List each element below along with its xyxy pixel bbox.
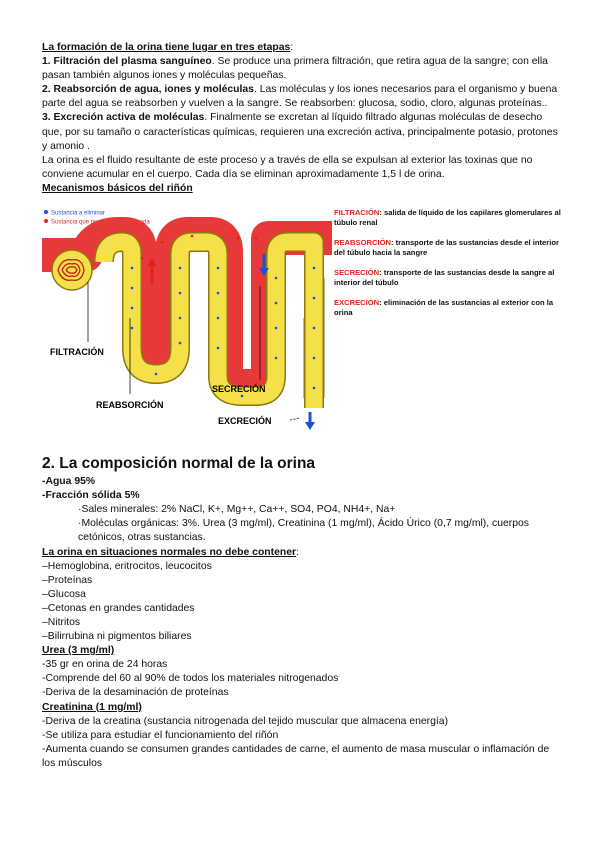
urea-title: Urea (3 mg/ml) xyxy=(42,645,115,657)
excretion-pointer xyxy=(290,418,300,420)
list-item: –Nitritos xyxy=(42,616,81,628)
label-secrecion: SECRECIÓN xyxy=(212,384,266,395)
composition-title: 2. La composición normal de la orina xyxy=(42,455,316,473)
step-2 xyxy=(42,83,562,111)
minerals-line: ·Sales minerales: 2% NaCl, K+, Mg++, Ca++, SO4, PO4, NH4+, Na+ xyxy=(78,504,396,516)
label-excrecion: EXCRECIÓN xyxy=(218,416,272,427)
step-2-text: . Las moléculas y los iones necesarios para el organismo y buena parte del agua se reabsorben y vuelven a la sangre. Se reabsorben: glucosa, sodio, cloro, algunas proteínas.. xyxy=(42,84,558,110)
normal-title: La orina en situaciones normales no debe contener xyxy=(42,546,297,558)
label-filtracion: FILTRACIÓN xyxy=(50,347,104,358)
step-1-text: . Se produce una primera filtración, que retira agua de la sangre; con ella pasan también algunos iones y moléculas pequeñas. xyxy=(42,56,548,82)
list-item: -Deriva de la desaminación de proteínas xyxy=(42,687,229,699)
list-item: –Glucosa xyxy=(42,588,86,600)
diagram-legend xyxy=(334,208,562,328)
stages-heading-colon: : xyxy=(290,42,294,53)
list-item: –Cetonas en grandes cantidades xyxy=(42,602,195,614)
legend-excrecion: EXCRECIÓN: eliminación de las sustancias al exterior con la orina xyxy=(334,298,554,318)
key-blue-dot xyxy=(44,210,48,214)
key-red-dot xyxy=(44,219,48,223)
step-1 xyxy=(42,55,562,83)
summary-paragraph: La orina es el fluido resultante de este proceso y a través de ella se expulsan al exterior las toxinas que no conviene acumular en el cuerpo. Cada día se eliminan aproximadamente 1,5 l de orina. xyxy=(42,154,533,180)
water-line: -Agua 95% xyxy=(42,476,96,488)
step-3-title: 3. Excreción activa de moléculas xyxy=(42,112,205,124)
stages-heading: La formación de la orina tiene lugar en tres etapas xyxy=(42,42,291,53)
kidney-diagram xyxy=(42,198,562,450)
list-item: –Hemoglobina, eritrocitos, leucocitos xyxy=(42,560,212,572)
creatinina-title: Creatinina (1 mg/ml) xyxy=(42,701,142,713)
list-item: -Deriva de la creatina (sustancia nitrogenada del tejido muscular que almacena energía) xyxy=(42,715,449,727)
diagram-title: Mecanismos básicos del riñón xyxy=(42,182,193,194)
key-blue-text: Sustancia a eliminar xyxy=(51,210,106,217)
excretion-arrowhead xyxy=(305,422,315,430)
label-reabsorcion: REABSORCIÓN xyxy=(96,400,164,411)
list-item: -Se utiliza para estudiar el funcionamiento del riñón xyxy=(42,729,279,741)
solid-line: -Fracción sólida 5% xyxy=(42,490,140,502)
legend-secrecion: SECRECIÓN: transporte de las sustancias desde la sangre al interior del túbulo xyxy=(334,268,555,288)
key-red-text: Sustancia que no debe ser eliminada xyxy=(51,219,150,226)
step-1-title: 1. Filtración del plasma sanguíneo xyxy=(42,56,212,68)
list-item: -35 gr en orina de 24 horas xyxy=(42,659,168,671)
step-3 xyxy=(42,111,562,153)
document-page: La formación de la orina tiene lugar en tres etapas: 1. Filtración del plasma sanguíneo. Se produce una primera filtración, que retira agua de la sangre; con ella pasan también algunos iones y moléculas pequeñas. 2. Reabsorción de agua, iones y moléculas. Las moléculas y los iones necesarios para el organismo y buena parte del agua se reabsorben y vuelven a la sangre. Se reabsorben: glucosa, sodio, cloro, algunas proteínas.. 3. Excreción activa de moléculas. Finalmente se excretan al líquido filtrado algunas moléculas de desecho que, por su tamaño o características químicas, requieren una excreción activa, principalmente potasio, protones y amonio . La orina es el fluido resultante de este proceso y a través de ella se expulsan al exterior las toxinas que no conviene acumular en el cuerpo. Cada día se eliminan aproximadamente 1,5 l de orina. Mecanismos básicos del riñón Sustancia a eliminar Sustancia que no debe ser eliminada FILTRACIÓN REABSORCIÓN SECRECIÓN EXCRECIÓN FILTRACIÓN: salida de líquido de los capilares glomerulares al túbulo renal REABSORCIÓN: transporte de las sustancias desde el interior del túbulo hacia la sangre SECRECIÓN: transporte de las sustancias desde la sangre al interior del túbulo EXCRECIÓN: eliminación de las sustancias al exterior con la orina 2. La composición normal de la orina -Agua 95% -Fracción sólida 5% ·Sales minerales: 2% NaCl, K+, Mg++, Ca++, SO4, PO4, NH4+, Na+ ·Moléculas orgánicas: 3%. Urea (3 mg/ml), Creatinina (1 mg/ml), Ácido Úrico (0,7 mg/ml), cuerpos cetónicos, otras sustancias. La orina en situaciones normales no debe contener: –Hemoglobina, eritrocitos, leucocitos –Proteínas –Glucosa –Cetonas en grandes cantidades –Nitritos –Bilirrubina ni pigmentos biliares Urea (3 mg/ml) -35 gr en orina de 24 horas -Comprende del 60 al 90% de todos los materiales nitrogenados -Deriva de la desaminación de proteínas Creatinina (1 mg/ml) -Deriva de la creatina (sustancia nitrogenada del tejido muscular que almacena energía) -Se utiliza para estudiar el funcionamiento del riñón -Aumenta cuando se consumen grandes cantidades de carne, el aumento de masa muscular o inflamación de los músculos xyxy=(42,41,562,771)
list-item: –Bilirrubina ni pigmentos biliares xyxy=(42,631,192,643)
list-item: –Proteínas xyxy=(42,574,93,586)
list-item: -Aumenta cuando se consumen grandes cantidades de carne, el aumento de masa muscular o inflamación de los músculos xyxy=(42,743,550,769)
step-2-title: 2. Reabsorción de agua, iones y moléculas xyxy=(42,84,254,96)
list-item: -Comprende del 60 al 90% de todos los materiales nitrogenados xyxy=(42,673,339,685)
organic-line: ·Moléculas orgánicas: 3%. Urea (3 mg/ml), Creatinina (1 mg/ml), Ácido Úrico (0,7 mg/ml), cuerpos cetónicos, otras sustancias. xyxy=(78,518,529,544)
legend-reabsorcion: REABSORCIÓN: transporte de las sustancias desde el interior del túbulo hacia la sangre xyxy=(334,238,559,258)
legend-filtracion: FILTRACIÓN: salida de líquido de los capilares glomerulares al túbulo renal xyxy=(334,208,561,228)
nephron-illustration xyxy=(42,198,332,450)
step-3-text: . Finalmente se excretan al líquido filtrado algunas moléculas de desecho que, por su tamaño o características químicas, requieren una excreción activa, principalmente potasio, protones y amonio . xyxy=(42,112,558,152)
